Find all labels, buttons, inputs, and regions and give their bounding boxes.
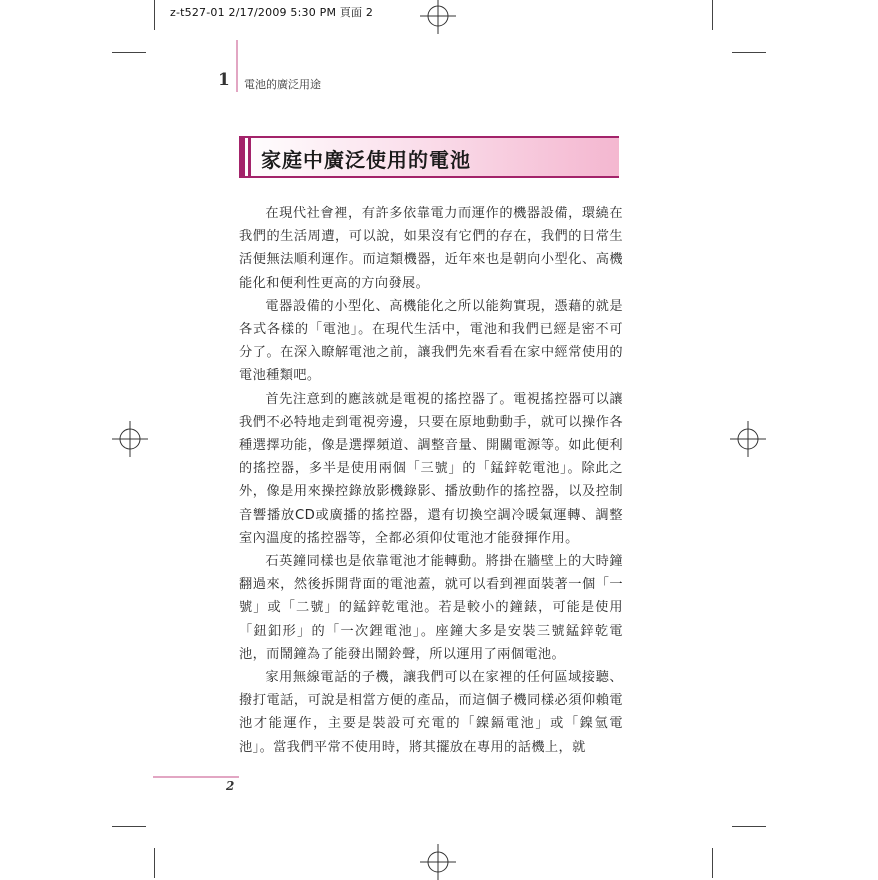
body-text: [239, 202, 623, 759]
page-number: 2: [226, 779, 235, 793]
crop-mark-bottom-left-h: [112, 826, 146, 827]
print-slug: z-t527-01 2/17/2009 5:30 PM 頁面 2: [170, 6, 374, 19]
crop-mark-top-right-h: [732, 52, 766, 53]
registration-mark-bottom-icon: [420, 844, 456, 880]
crop-mark-bottom-right-v: [712, 848, 713, 878]
footer-rule: [153, 776, 239, 778]
chapter-rule: [236, 40, 238, 92]
crop-mark-top-left-v: [154, 0, 155, 30]
paragraph: 家用無線電話的子機，讓我們可以在家裡的任何區域接聽、撥打電話，可說是相當方便的產品，而這個子機同樣必須仰賴電池才能運作，主要是裝設可充電的「鎳鎘電池」或「鎳氫電池」。當我們平常不使用時，將其擺放在專用的話機上，就: [239, 670, 623, 755]
paragraph: 在現代社會裡，有許多依靠電力而運作的機器設備，環繞在我們的生活周遭，可以說，如果沒有它們的存在，我們的日常生活便無法順利運作。而這類機器，近年來也是朝向小型化、高機能化和便利性更高的方向發展。: [239, 206, 623, 291]
paragraph: 首先注意到的應該就是電視的搖控器了。電視搖控器可以讓我們不必特地走到電視旁邊，只要在原地動動手，就可以操作各種選擇功能，像是選擇頻道、調整音量、開關電源等。如此便利的搖控器，多半是使用兩個「三號」的「錳鋅乾電池」。除此之外，像是用來操控錄放影機錄影、播放動作的搖控器，以及控制音響播放CD或廣播的搖控器，還有切換空調冷暖氣運轉、調整室內溫度的搖控器等，全都必須仰仗電池才能發揮作用。: [239, 391, 623, 546]
heading-accent-bar-thin: [248, 138, 251, 176]
heading-accent-bar: [239, 138, 245, 176]
section-heading: 家庭中廣泛使用的電池: [261, 148, 471, 172]
paragraph: 石英鐘同樣也是依靠電池才能轉動。將掛在牆壁上的大時鐘翻過來，然後拆開背面的電池蓋，就可以看到裡面裝著一個「一號」或「二號」的錳鋅乾電池。若是較小的鐘錶，可能是使用「鈕釦形」的「一次鋰電池」。座鐘大多是安裝三號錳鋅乾電池，而鬧鐘為了能發出鬧鈴聲，所以運用了兩個電池。: [239, 554, 623, 662]
registration-mark-right-icon: [730, 421, 766, 457]
paragraph: 電器設備的小型化、高機能化之所以能夠實現，憑藉的就是各式各樣的「電池」。在現代生活中，電池和我們已經是密不可分了。在深入瞭解電池之前，讓我們先來看看在家中經常使用的電池種類吧。: [239, 298, 623, 384]
chapter-number: 1: [218, 70, 230, 90]
registration-mark-top-icon: [420, 0, 456, 34]
section-heading-banner: [239, 136, 619, 178]
crop-mark-bottom-left-v: [154, 848, 155, 878]
crop-mark-top-left-h: [112, 52, 146, 53]
crop-mark-top-right-v: [712, 0, 713, 30]
registration-mark-left-icon: [112, 421, 148, 457]
chapter-title: 電池的廣泛用途: [244, 78, 321, 91]
crop-mark-bottom-right-h: [732, 826, 766, 827]
